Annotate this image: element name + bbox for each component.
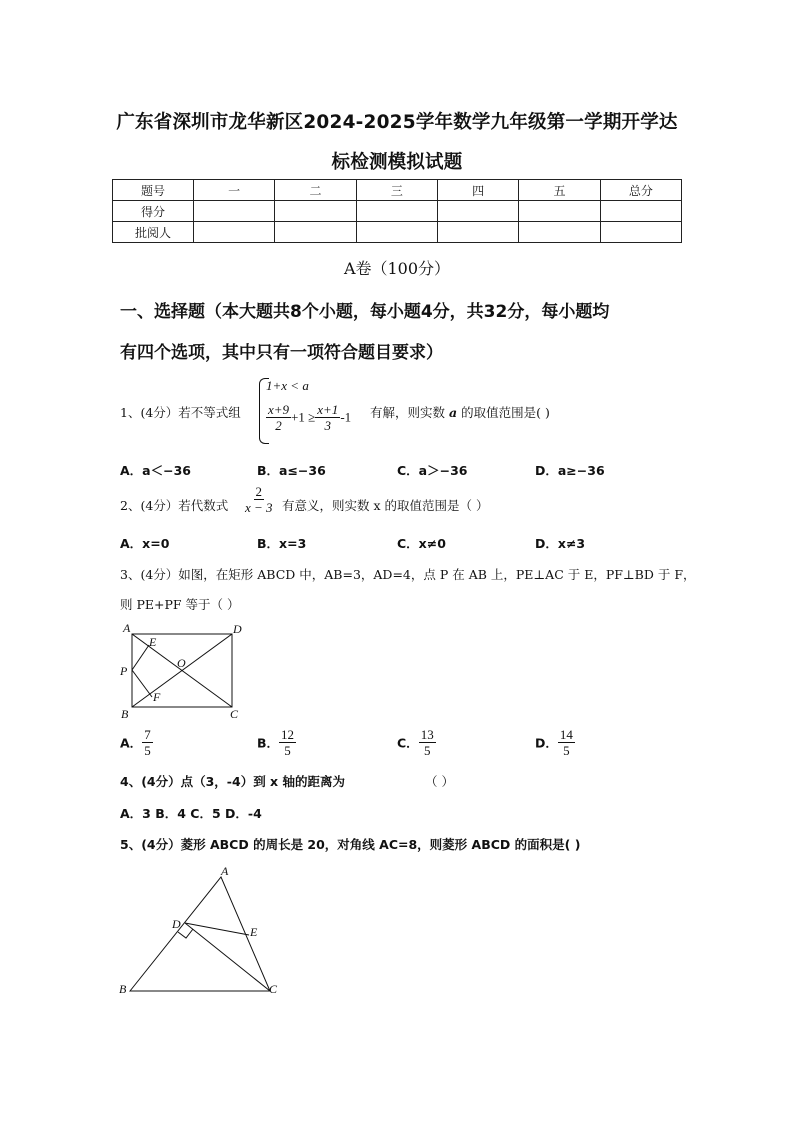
q3-label-e: E	[149, 635, 157, 649]
score-cell[interactable]	[194, 201, 275, 222]
table-header-cell: 四	[437, 180, 518, 201]
exam-title-line2: 标检测模拟试题	[331, 152, 463, 173]
q3-label-c: C	[230, 707, 239, 721]
exam-title-line1: 广东省深圳市龙华新区2024-2025学年数学九年级第一学期开学达	[116, 112, 678, 133]
q1-option-c[interactable]: C．a＞−36	[397, 463, 468, 478]
q3-label-p: P	[120, 664, 128, 678]
q2-option-d[interactable]: D．x≠3	[535, 536, 586, 551]
score-cell[interactable]	[519, 222, 600, 243]
q1-prefix: 1、(4分）若不等式组	[120, 405, 241, 420]
score-table-row	[113, 201, 682, 222]
score-cell[interactable]	[194, 222, 275, 243]
q3-label-b: B	[121, 707, 129, 721]
score-table-row	[113, 222, 682, 243]
q1-option-d[interactable]: D．a≥−36	[535, 463, 605, 478]
table-header-cell: 五	[519, 180, 600, 201]
q3-rectangle-figure	[112, 618, 252, 724]
q3-label-a: A	[123, 621, 131, 635]
score-table-header-row	[113, 180, 682, 201]
q2-suffix: 有意义，则实数 x 的取值范围是（ ）	[282, 498, 489, 513]
q1-option-a[interactable]: A．a＜−36	[120, 463, 191, 478]
q5-text: 5、(4分）菱形 ABCD 的周长是 20，对角线 AC=8，则菱形 ABCD 的面积是( )	[120, 837, 581, 852]
section-a-heading: A卷（100分）	[343, 259, 451, 278]
table-header-cell: 一	[194, 180, 275, 201]
score-table	[112, 179, 682, 243]
q1-fraction-1: $\frac{x+9}{2}$	[268, 402, 290, 433]
q2-fraction: $\frac{2}{x - 3}$	[245, 484, 273, 515]
q5-label-e: E	[250, 925, 258, 939]
q4-text: 4、(4分）点（3，-4）到 x 轴的距离为	[120, 774, 345, 789]
table-header-cell: 总分	[600, 180, 681, 201]
q1-inequality-2: $\frac{x+9}{2}$ +1 ≥ $\frac{x+1}{3}$ -1	[268, 402, 352, 433]
q3-option-d[interactable]: D． $\frac{14}{5}$	[535, 727, 573, 758]
score-cell[interactable]	[600, 222, 681, 243]
score-cell[interactable]	[519, 201, 600, 222]
score-cell[interactable]	[356, 222, 437, 243]
q3-label-o: O	[177, 656, 186, 670]
score-cell[interactable]	[356, 201, 437, 222]
q3-line1: 3、(4分）如图，在矩形 ABCD 中，AB=3，AD=4，点 P 在 AB 上，PE⊥AC 于 E，PF⊥BD 于 F，	[120, 567, 696, 582]
q3-option-b[interactable]: B． $\frac{12}{5}$	[257, 727, 295, 758]
q3-option-c[interactable]: C． $\frac{13}{5}$	[397, 727, 434, 758]
q1-fraction-2: $\frac{x+1}{3}$	[317, 402, 339, 433]
score-cell[interactable]	[275, 201, 356, 222]
table-header-cell: 三	[356, 180, 437, 201]
q3-line2: 则 PE+PF 等于（ ）	[120, 597, 240, 612]
q5-label-b: B	[119, 982, 127, 996]
table-row-label: 批阅人	[113, 222, 194, 243]
section-1-heading-line1: 一、选择题（本大题共8个小题，每小题4分，共32分，每小题均	[120, 302, 610, 322]
table-header-cell: 二	[275, 180, 356, 201]
q2-option-a[interactable]: A．x=0	[120, 536, 170, 551]
table-row-label: 得分	[113, 201, 194, 222]
score-cell[interactable]	[437, 201, 518, 222]
q3-label-f: F	[153, 690, 161, 704]
q1-inequality-1: 1+x < a	[266, 378, 309, 393]
q3-label-d: D	[233, 622, 242, 636]
q4-answer-paren: （ ）	[425, 774, 454, 789]
q5-label-a: A	[221, 864, 229, 878]
q1-suffix: 有解，则实数 a 的取值范围是( )	[370, 405, 550, 420]
q5-label-d: D	[172, 917, 181, 931]
q3-option-a[interactable]: A． $\frac{7}{5}$	[120, 727, 151, 758]
q4-options[interactable]: A．3 B．4 C．5 D．-4	[120, 806, 262, 821]
score-cell[interactable]	[600, 201, 681, 222]
q2-option-c[interactable]: C．x≠0	[397, 536, 446, 551]
score-cell[interactable]	[275, 222, 356, 243]
q2-option-b[interactable]: B．x=3	[257, 536, 307, 551]
table-header-cell: 题号	[113, 180, 194, 201]
q5-label-c: C	[269, 982, 278, 996]
score-cell[interactable]	[437, 222, 518, 243]
q2-prefix: 2、(4分）若代数式	[120, 498, 229, 513]
section-1-heading-line2: 有四个选项，其中只有一项符合题目要求）	[120, 343, 443, 363]
q1-option-b[interactable]: B．a≤−36	[257, 463, 326, 478]
q5-triangle-figure	[112, 862, 292, 1000]
